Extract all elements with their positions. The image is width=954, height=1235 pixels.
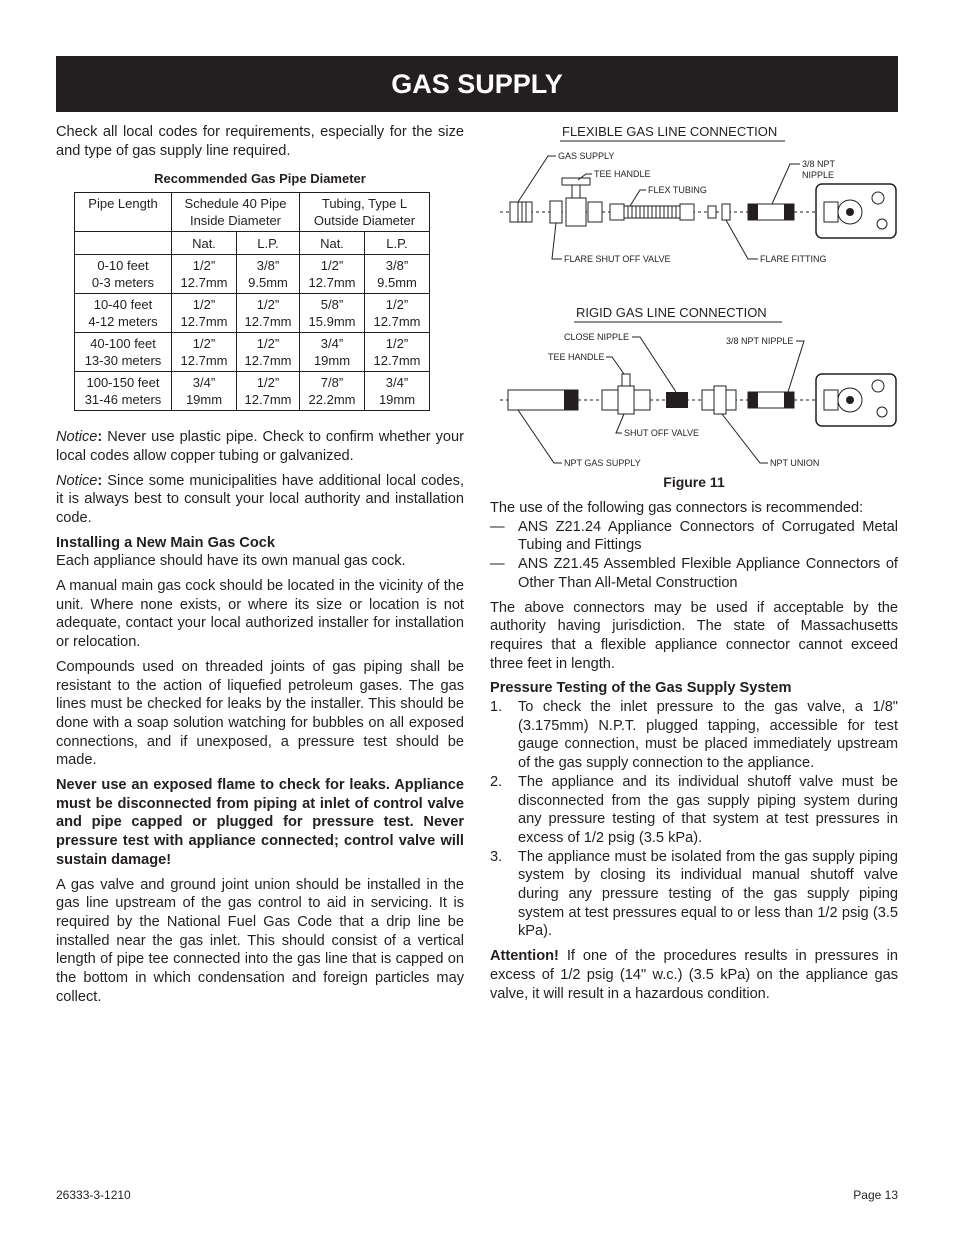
table-cell [172, 372, 237, 411]
pressure-item-text: The appliance and its individual shutoff valve must be disconnected from the gas supply piping system during any pressure testing of that system at test pressures in excess of 1/2 psig (3.5 kPa). [518, 773, 898, 846]
figure-caption: Figure 11 [663, 474, 725, 490]
notice-text: Since some municipalities have additional local codes, it is always best to consult your local authority and installation code. [56, 472, 464, 526]
flare-shutoff-valve-icon [550, 178, 602, 226]
gas-cock-paragraph: A manual main gas cock should be located in the vicinity of the unit. Where none exists, or where its size or location is not adequate, contact your local authorized installer for installation or relocation. [56, 578, 464, 651]
label-flare-valve: FLARE SHUT OFF VALVE [564, 254, 671, 264]
cell-line: 12.7mm [180, 275, 228, 291]
table-row [75, 294, 430, 333]
cell-line: 22.2mm [308, 392, 356, 408]
intro-paragraph: Check all local codes for requirements, especially for the size and type of gas supply line required. [56, 124, 464, 159]
npt-gas-supply-pipe-icon [508, 390, 578, 410]
cell-line: 0-10 feet [97, 258, 149, 274]
attention-label: Attention! [490, 948, 559, 965]
header-tubing: Tubing, Type L Outside Diameter [300, 193, 430, 232]
flex-tubing-icon [610, 204, 694, 220]
table-row [75, 372, 430, 411]
cell-line: 3/8” [385, 258, 409, 274]
list-item [490, 518, 898, 555]
pressure-item-text: The appliance must be isolated from the gas supply piping system by closing its individual manual shutoff valve during any pressure testing of the gas supply piping system at test pressures equal to or less than 1/2 psig (3.5 kPa). [518, 848, 898, 940]
cell-line: 3/4” [192, 375, 216, 391]
cell-line: 12.7mm [308, 275, 356, 291]
cell-line: 1/2” [385, 297, 409, 313]
pressure-item-text: To check the inlet pressure to the gas valve, a 1/8" (3.175mm) N.P.T. plugged tapping, accessible for test gauge connection, must be placed immediately upstream of the gas supply connection to the appliance. [518, 699, 898, 772]
npt-union-icon [702, 386, 736, 414]
table-cell [300, 255, 365, 294]
label-flex-tubing: FLEX TUBING [648, 185, 707, 195]
table-row [75, 255, 430, 294]
cell-line: 1/2” [256, 336, 280, 352]
notice-colon: : [97, 472, 103, 489]
cell-line: 12.7mm [244, 314, 292, 330]
cell-line: 9.5mm [377, 275, 417, 291]
cell-line: 100-150 feet [86, 375, 160, 391]
table-cell [237, 333, 300, 372]
dash-marker: — [490, 556, 505, 573]
cell-line: 3/8” [256, 258, 280, 274]
cell-line: 1/2” [385, 336, 409, 352]
list-item [490, 555, 898, 592]
cell-line: 4-12 meters [88, 314, 158, 330]
massachusetts-paragraph: The above connectors may be used if acceptable by the authority having jurisdiction. The state of Massachusetts requires that a flexible appliance connector cannot exceed three feet in length. [490, 599, 898, 672]
flex-diagram-title: FLEXIBLE GAS LINE CONNECTION [562, 124, 778, 139]
table-cell [300, 372, 365, 411]
page-title: GAS SUPPLY [56, 56, 898, 112]
left-column [56, 123, 464, 1013]
table-cell [75, 333, 172, 372]
table-cell [237, 255, 300, 294]
table-cell [365, 255, 430, 294]
subheader-cell: L.P. [365, 232, 430, 255]
npt-nipple-icon [748, 204, 794, 220]
list-number: 3. [490, 848, 503, 865]
list-item [490, 698, 898, 773]
cell-line: 19mm [378, 392, 416, 408]
compounds-paragraph: Compounds used on threaded joints of gas piping shall be resistant to the action of liquefied petroleum gases. The gas lines must be checked for leaks by the installer. This should be done with a soap solution watching for bubbles on all exposed connections, and if unexposed, a pressure test should be made. [56, 658, 464, 769]
cell-line: 9.5mm [248, 275, 288, 291]
cell-line: 7/8” [320, 375, 344, 391]
connector-item-text: ANS Z21.45 Assembled Flexible Appliance Connectors of Other Than All-Metal Construction [518, 556, 898, 591]
shut-off-valve-icon [602, 374, 650, 414]
right-column [490, 499, 898, 1009]
notice-plastic-pipe [56, 428, 464, 465]
label-flare-fitting: FLARE FITTING [760, 254, 827, 264]
label-tee-handle: TEE HANDLE [594, 169, 651, 179]
table-cell [365, 294, 430, 333]
list-number: 2. [490, 773, 503, 790]
table-cell [75, 372, 172, 411]
cell-line: 13-30 meters [84, 353, 162, 369]
rigid-diagram-title: RIGID GAS LINE CONNECTION [576, 305, 767, 320]
notice-colon: : [97, 429, 103, 446]
connector-item-text: ANS Z21.24 Appliance Connectors of Corrugated Metal Tubing and Fittings [518, 518, 898, 554]
attention-text: If one of the procedures results in pressures in excess of 1/2 psig (14" w.c.) (3.5 kPa) on the appliance gas valve, it will result in a hazardous condition. [490, 948, 898, 1002]
table-cell [75, 255, 172, 294]
connectors-intro: The use of the following gas connectors is recommended: [490, 500, 864, 516]
notice-label: Notice [56, 429, 98, 446]
table-cell [172, 294, 237, 333]
label-npt-nipple-2: NIPPLE [802, 170, 835, 180]
leak-warning: Never use an exposed flame to check for leaks. Appliance must be disconnected from piping at inlet of control valve and pipe capped or plugged for pressure test. Never pressure test with appliance connected; control valve will sustain damage! [56, 777, 464, 868]
subheader-cell: Nat. [300, 232, 365, 255]
document-number: 26333-3-1210 [56, 1188, 131, 1202]
cell-line: 15.9mm [308, 314, 356, 330]
cell-line: 10-40 feet [93, 297, 153, 313]
close-nipple-icon [666, 392, 688, 408]
list-number: 1. [490, 699, 503, 716]
table-row [75, 333, 430, 372]
cell-line: 1/2” [192, 336, 216, 352]
cell-line: 19mm [185, 392, 223, 408]
cell-line: 1/2” [192, 258, 216, 274]
cell-line: 0-3 meters [91, 275, 155, 291]
cell-line: 3/4” [385, 375, 409, 391]
cell-line: 3/4” [320, 336, 344, 352]
table-title: Recommended Gas Pipe Diameter [154, 171, 366, 187]
notice-label: Notice [56, 472, 98, 489]
gas-cock-heading: Installing a New Main Gas Cock [56, 534, 275, 551]
header-schedule40: Schedule 40 Pipe Inside Diameter [172, 193, 300, 232]
subheader-cell: Nat. [172, 232, 237, 255]
dash-marker: — [490, 518, 505, 535]
notice-text: Never use plastic pipe. Check to confirm whether your local codes allow copper tubing or galvanized. [56, 429, 464, 464]
gas-cock-line: Each appliance should have its own manual gas cock. [56, 553, 406, 570]
cell-line: 1/2” [256, 297, 280, 313]
table-cell [172, 255, 237, 294]
cell-line: 12.7mm [244, 353, 292, 369]
rigid-npt-nipple-icon [748, 392, 794, 408]
subheader-cell: L.P. [237, 232, 300, 255]
gas-connection-diagram [490, 118, 910, 493]
label-close-nipple: CLOSE NIPPLE [564, 332, 630, 342]
rigid-gas-valve-icon [816, 374, 896, 426]
label-npt-union: NPT UNION [770, 458, 820, 468]
table-cell [300, 294, 365, 333]
cell-line: 40-100 feet [90, 336, 156, 352]
label-shut-off-valve: SHUT OFF VALVE [624, 428, 700, 438]
cell-line: 12.7mm [373, 314, 421, 330]
cell-line: 31-46 meters [84, 392, 162, 408]
subheader-cell [75, 232, 172, 255]
cell-line: 5/8” [320, 297, 344, 313]
table-cell [300, 333, 365, 372]
header-pipe-length: Pipe Length [75, 193, 172, 232]
table-cell [172, 333, 237, 372]
gas-supply-pipe-icon [510, 202, 532, 222]
table-cell [237, 372, 300, 411]
cell-line: 19mm [313, 353, 351, 369]
label-npt-nipple-1: 3/8 NPT [802, 159, 836, 169]
label-npt-gas-supply: NPT GAS SUPPLY [564, 458, 641, 468]
label-rigid-tee-handle: TEE HANDLE [548, 352, 605, 362]
table-subheader-row [75, 232, 430, 255]
attention-paragraph [490, 947, 898, 1003]
cell-line: 1/2” [192, 297, 216, 313]
cell-line: 1/2” [256, 375, 280, 391]
table-cell [237, 294, 300, 333]
page-number: Page 13 [853, 1188, 898, 1202]
notice-local-codes [56, 472, 464, 528]
cell-line: 12.7mm [180, 314, 228, 330]
list-item [490, 773, 898, 848]
list-item [490, 848, 898, 942]
gas-valve-icon [816, 184, 896, 238]
label-gas-supply: GAS SUPPLY [558, 151, 615, 161]
pressure-test-heading: Pressure Testing of the Gas Supply System [490, 680, 792, 697]
table-header-row [75, 193, 430, 232]
drip-line-paragraph: A gas valve and ground joint union should be installed in the gas line upstream of the gas control to aid in servicing. It is required by the National Fuel Gas Code that a drip line be installed near the gas inlet. This should consist of a vertical length of pipe tee connected into the gas line that is capped on the bottom in which condensation and foreign particles may collect. [56, 876, 464, 1005]
table-cell [365, 372, 430, 411]
cell-line: 12.7mm [180, 353, 228, 369]
table-cell [365, 333, 430, 372]
gas-pipe-table [74, 192, 430, 411]
table-cell [75, 294, 172, 333]
cell-line: 12.7mm [373, 353, 421, 369]
cell-line: 12.7mm [244, 392, 292, 408]
cell-line: 1/2” [320, 258, 344, 274]
label-rigid-npt-nipple: 3/8 NPT NIPPLE [726, 336, 794, 346]
